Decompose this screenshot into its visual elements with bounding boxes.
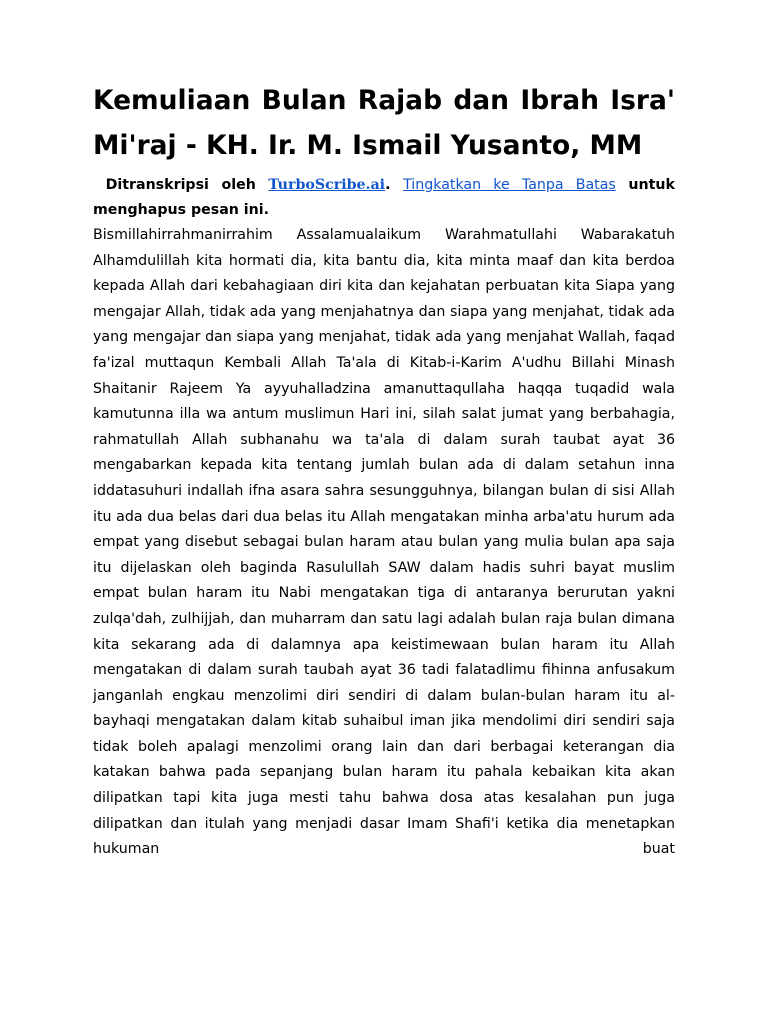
notice-suffix: untuk menghapus pesan ini. [93, 177, 675, 218]
document-title: Kemuliaan Bulan Rajab dan Ibrah Isra' Mi'raj - KH. Ir. M. Ismail Yusanto, MM [93, 85, 675, 161]
upgrade-unlimited-link[interactable]: Tingkatkan ke Tanpa Batas [403, 177, 616, 193]
turboscribe-link[interactable]: TurboScribe.ai [268, 177, 386, 193]
notice-separator: . [385, 177, 391, 193]
transcript-body: Bismillahirrahmanirrahim Assalamualaikum Warahmatullahi Wabarakatuh Alhamdulillah kita hormati dia, kita bantu dia, kita minta maaf dan kita berdoa kepada Allah dari kebahagiaan diri kita dan kejahatan perbuatan kita Siapa yang mengajar Allah, tidak ada yang menjahatnya dan siapa yang menjahat, tidak ada yang mengajar dan siapa yang menjahat, tidak ada yang menjahat Wallah, faqad fa'izal muttaqun Kembali Allah Ta'ala di Kitab-i-Karim A'udhu Billahi Minash Shaitanir Rajeem Ya ayyuhalladzina amanuttaqullaha haqqa tuqadid wala kamutunna illa wa antum muslimun Hari ini, silah salat jumat yang berbahagia, rahmatullah Allah subhanahu wa ta'ala di dalam surah taubat ayat 36 mengabarkan kepada kita tentang jumlah bulan ada di dalam setahun inna iddatasuhuri indallah ifna asara sahra sesungguhnya, bilangan bulan di sisi Allah itu ada dua belas dari dua belas itu Allah mengatakan minha arba'atu hurum ada empat yang disebut sebagai bulan haram atau bulan yang mulia bulan apa saja itu dijelaskan oleh baginda Rasulullah SAW dalam hadis suhri bayat muslim empat bulan haram itu Nabi mengatakan tiga di antaranya berurutan yakni zulqa'dah, zulhijjah, dan muharram dan satu lagi adalah bulan raja bulan dimana kita sekarang ada di dalamnya apa keistimewaan bulan haram itu Allah mengatakan di dalam surah taubah ayat 36 tadi falatadlimu fihinna anfusakum janganlah engkau menzolimi diri sendiri di dalam bulan-bulan haram itu al-bayhaqi mengatakan dalam kitab suhaibul iman jika mendolimi diri sendiri saja tidak boleh apalagi menzolimi orang lain dan dari berbagai keterangan dia katakan bahwa pada sepanjang bulan haram itu pahala kebaikan kita akan dilipatkan tapi kita juga mesti tahu bahwa dosa atas kesalahan pun juga dilipatkan dan itulah yang menjadi dasar Imam Shafi'i ketika dia menetapkan hukuman buat [93, 227, 675, 858]
notice-prefix: Ditranskripsi oleh [105, 177, 256, 193]
document-page [93, 78, 675, 863]
transcription-notice [93, 173, 675, 223]
